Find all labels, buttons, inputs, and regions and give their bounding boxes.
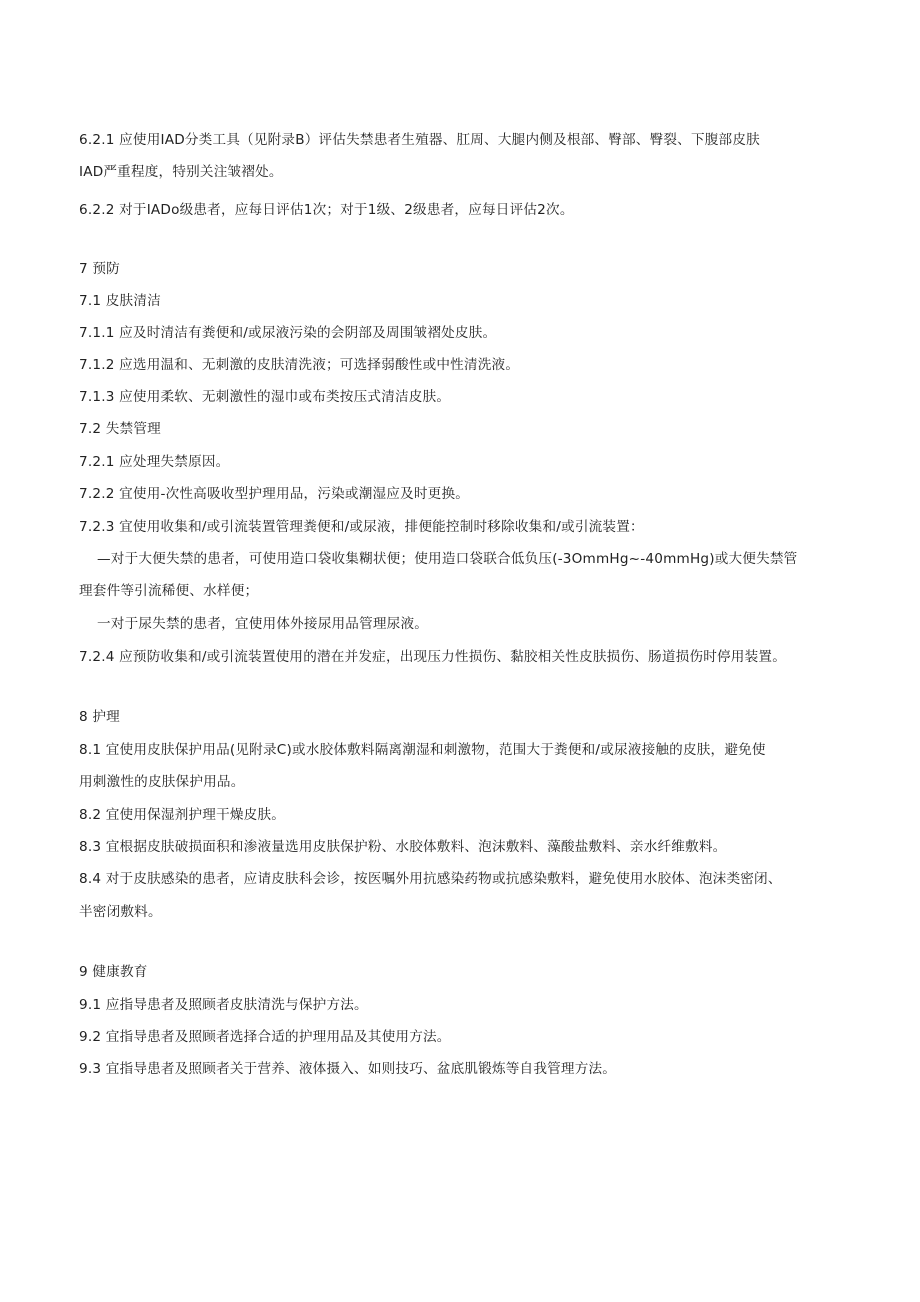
clause-6-2-2: 6.2.2 对于IADo级患者，应每日评估1次；对于1级、2级患者，应每日评估2次。 (79, 202, 574, 218)
clause-7-2-3-item-2: 一对于尿失禁的患者，宜使用体外接尿用品管理尿液。 (97, 616, 429, 632)
clause-8-1-line-1: 8.1 宜使用皮肤保护用品(见附录C)或水胶体敷料隔离潮湿和刺激物，范围大于粪便和/或尿液接触的皮肤，避免使 (79, 742, 766, 758)
section-9-heading: 9 健康教育 (79, 964, 148, 980)
section-7-heading: 7 预防 (79, 261, 120, 277)
clause-7-2-4: 7.2.4 应预防收集和/或引流装置使用的潜在并发症，出现压力性损伤、黏胶相关性皮肤损伤、肠道损伤时停用装置。 (79, 649, 786, 665)
clause-9-1: 9.1 应指导患者及照顾者皮肤清洗与保护方法。 (79, 997, 368, 1013)
section-8-heading: 8 护理 (79, 709, 120, 725)
subsection-7-2-heading: 7.2 失禁管理 (79, 421, 161, 437)
clause-9-3: 9.3 宜指导患者及照顾者关于营养、液体摄入、如则技巧、盆底肌锻炼等自我管理方法。 (79, 1061, 617, 1077)
clause-6-2-1-line-1: 6.2.1 应使用IAD分类工具（见附录B）评估失禁患者生殖器、肛周、大腿内侧及根部、臀部、臀裂、下腹部皮肤 (79, 132, 760, 148)
clause-8-3: 8.3 宜根据皮肤破损面积和渗液量选用皮肤保护粉、水胶体敷料、泡沫敷料、藻酸盐敷料、亲水纤维敷料。 (79, 839, 727, 855)
clause-7-2-3: 7.2.3 宜使用收集和/或引流装置管理粪便和/或尿液，排便能控制时移除收集和/或引流装置： (79, 519, 644, 535)
clause-7-1-3: 7.1.3 应使用柔软、无刺激性的湿巾或布类按压式清洁皮肤。 (79, 389, 451, 405)
clause-8-4-line-2: 半密闭敷料。 (79, 904, 162, 920)
clause-7-2-2: 7.2.2 宜使用-次性高吸收型护理用品，污染或潮湿应及时更换。 (79, 486, 470, 502)
clause-7-1-1: 7.1.1 应及时清洁有粪便和/或尿液污染的会阴部及周围皱褶处皮肤。 (79, 325, 497, 341)
clause-7-2-3-item-1-line-2: 理套件等引流稀便、水样便； (79, 583, 259, 599)
clause-6-2-1-line-2: IAD严重程度，特别关注皱褶处。 (79, 164, 283, 180)
clause-8-4-line-1: 8.4 对于皮肤感染的患者，应请皮肤科会诊，按医嘱外用抗感染药物或抗感染敷料，避免使用水胶体、泡沫类密闭、 (79, 871, 782, 887)
clause-9-2: 9.2 宜指导患者及照顾者选择合适的护理用品及其使用方法。 (79, 1029, 451, 1045)
clause-7-2-1: 7.2.1 应处理失禁原因。 (79, 454, 230, 470)
clause-7-1-2: 7.1.2 应选用温和、无刺激的皮肤清洗液；可选择弱酸性或中性清洗液。 (79, 357, 520, 373)
clause-7-2-3-item-1-line-1: —对于大便失禁的患者，可使用造口袋收集糊状便；使用造口袋联合低负压(-3OmmHg~-40mmHg)或大便失禁管 (97, 551, 798, 567)
clause-8-2: 8.2 宜使用保湿剂护理干燥皮肤。 (79, 807, 286, 823)
clause-8-1-line-2: 用刺激性的皮肤保护用品。 (79, 774, 245, 790)
subsection-7-1-heading: 7.1 皮肤清洁 (79, 293, 161, 309)
